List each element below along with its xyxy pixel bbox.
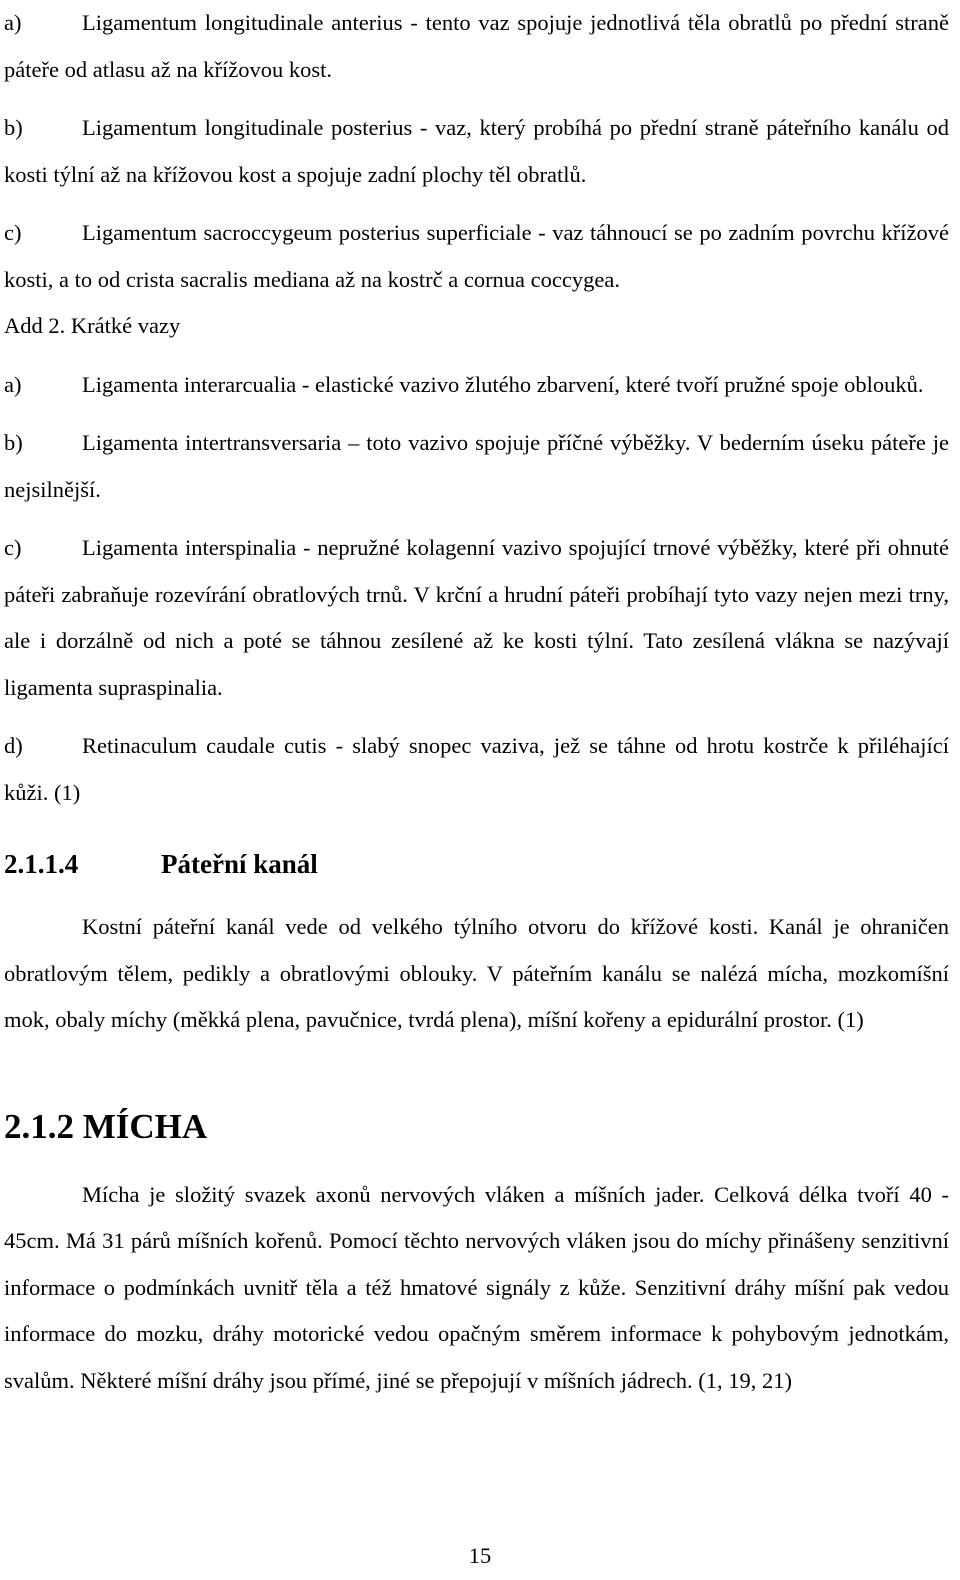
section-heading-spinal-cord: 2.1.2 MÍCHA: [4, 1106, 208, 1146]
list-item-sacrococcygeal-ligament: [4, 210, 949, 303]
list-marker: c): [4, 220, 22, 245]
list-marker: c): [4, 535, 22, 560]
list-item-retinaculum: [4, 723, 949, 816]
list-item-intertransversaria: [4, 420, 949, 513]
add-heading: Add 2. Krátké vazy: [4, 313, 181, 338]
list-item-long-ligament-anterior: [4, 0, 949, 93]
list-marker: b): [4, 430, 23, 455]
list-marker: a): [4, 371, 22, 397]
list-item-text: Ligamenta interarcualia - elastické vazivo žlutého zbarvení, které tvoří pružné spoje oblouků.: [82, 371, 924, 397]
list-marker: b): [4, 115, 23, 140]
page-number: 15: [468, 1543, 492, 1568]
list-item-long-ligament-posterior: [4, 105, 949, 198]
section-number: 2.1.1.4: [4, 849, 79, 879]
document-page: [4, 0, 949, 1404]
list-item-text: Ligamentum sacroccygeum posterius superficiale - vaz táhnoucí se po zadním povrchu křížové kosti, a to od crista sacralis mediana až na kostrč a cornua coccygea.: [4, 220, 949, 292]
list-item-text: Ligamenta interspinalia - nepružné kolagenní vazivo spojující trnové výběžky, které při ohnuté páteři zabraňuje rozevírání obratlových trnů. V krční a hrudní páteři probíhají tyto vazy nejen mezi trny, ale i dorzálně od nich a poté se táhnou zesílené až ke kosti týlní. Tato zesílená vlákna se nazývají ligamenta supraspinalia.: [4, 535, 949, 700]
list-item-interspinalia: [4, 525, 949, 711]
section-heading-spinal-canal: [4, 844, 949, 884]
list-item-text: Ligamentum longitudinale anterius - tento vaz spojuje jednotlivá těla obratlů po přední straně páteře od atlasu až na křížovou kost.: [4, 10, 949, 82]
section-title: Páteřní kanál: [161, 849, 318, 879]
list-item-text: Ligamentum longitudinale posterius - vaz, který probíhá po přední straně páteřního kanálu od kosti týlní až na křížovou kost a spojuje zadní plochy těl obratlů.: [4, 115, 949, 187]
paragraph-spinal-canal: Kostní páteřní kanál vede od velkého týlního otvoru do křížové kosti. Kanál je ohraničen obratlovým tělem, pedikly a obratlovými oblouky. V páteřním kanálu se nalézá mícha, mozkomíšní mok, obaly míchy (měkká plena, pavučnice, tvrdá plena), míšní kořeny a epidurální prostor. (1): [4, 914, 949, 1032]
list-marker: a): [4, 10, 22, 35]
list-item-text: Retinaculum caudale cutis - slabý snopec vaziva, jež se táhne od hrotu kostrče k přiléhající kůži. (1): [4, 733, 949, 805]
paragraph-spinal-cord: Mícha je složitý svazek axonů nervových vláken a míšních jader. Celková délka tvoří 40 - 45cm. Má 31 párů míšních kořenů. Pomocí těchto nervových vláken jsou do míchy přinášeny senzitivní informace o podmínkách uvnitř těla a též hmatové signály z kůže. Senzitivní dráhy míšní pak vedou informace do mozku, dráhy motorické vedou opačným směrem informace k pohybovým jednotkám, svalům. Některé míšní dráhy jsou přímé, jiné se přepojují v míšních jádrech. (1, 19, 21): [4, 1181, 949, 1393]
list-item-interarcualia: [4, 362, 949, 409]
list-item-text: Ligamenta intertransversaria – toto vazivo spojuje příčné výběžky. V bederním úseku páteře je nejsilnější.: [4, 430, 949, 502]
list-marker: d): [4, 733, 23, 758]
